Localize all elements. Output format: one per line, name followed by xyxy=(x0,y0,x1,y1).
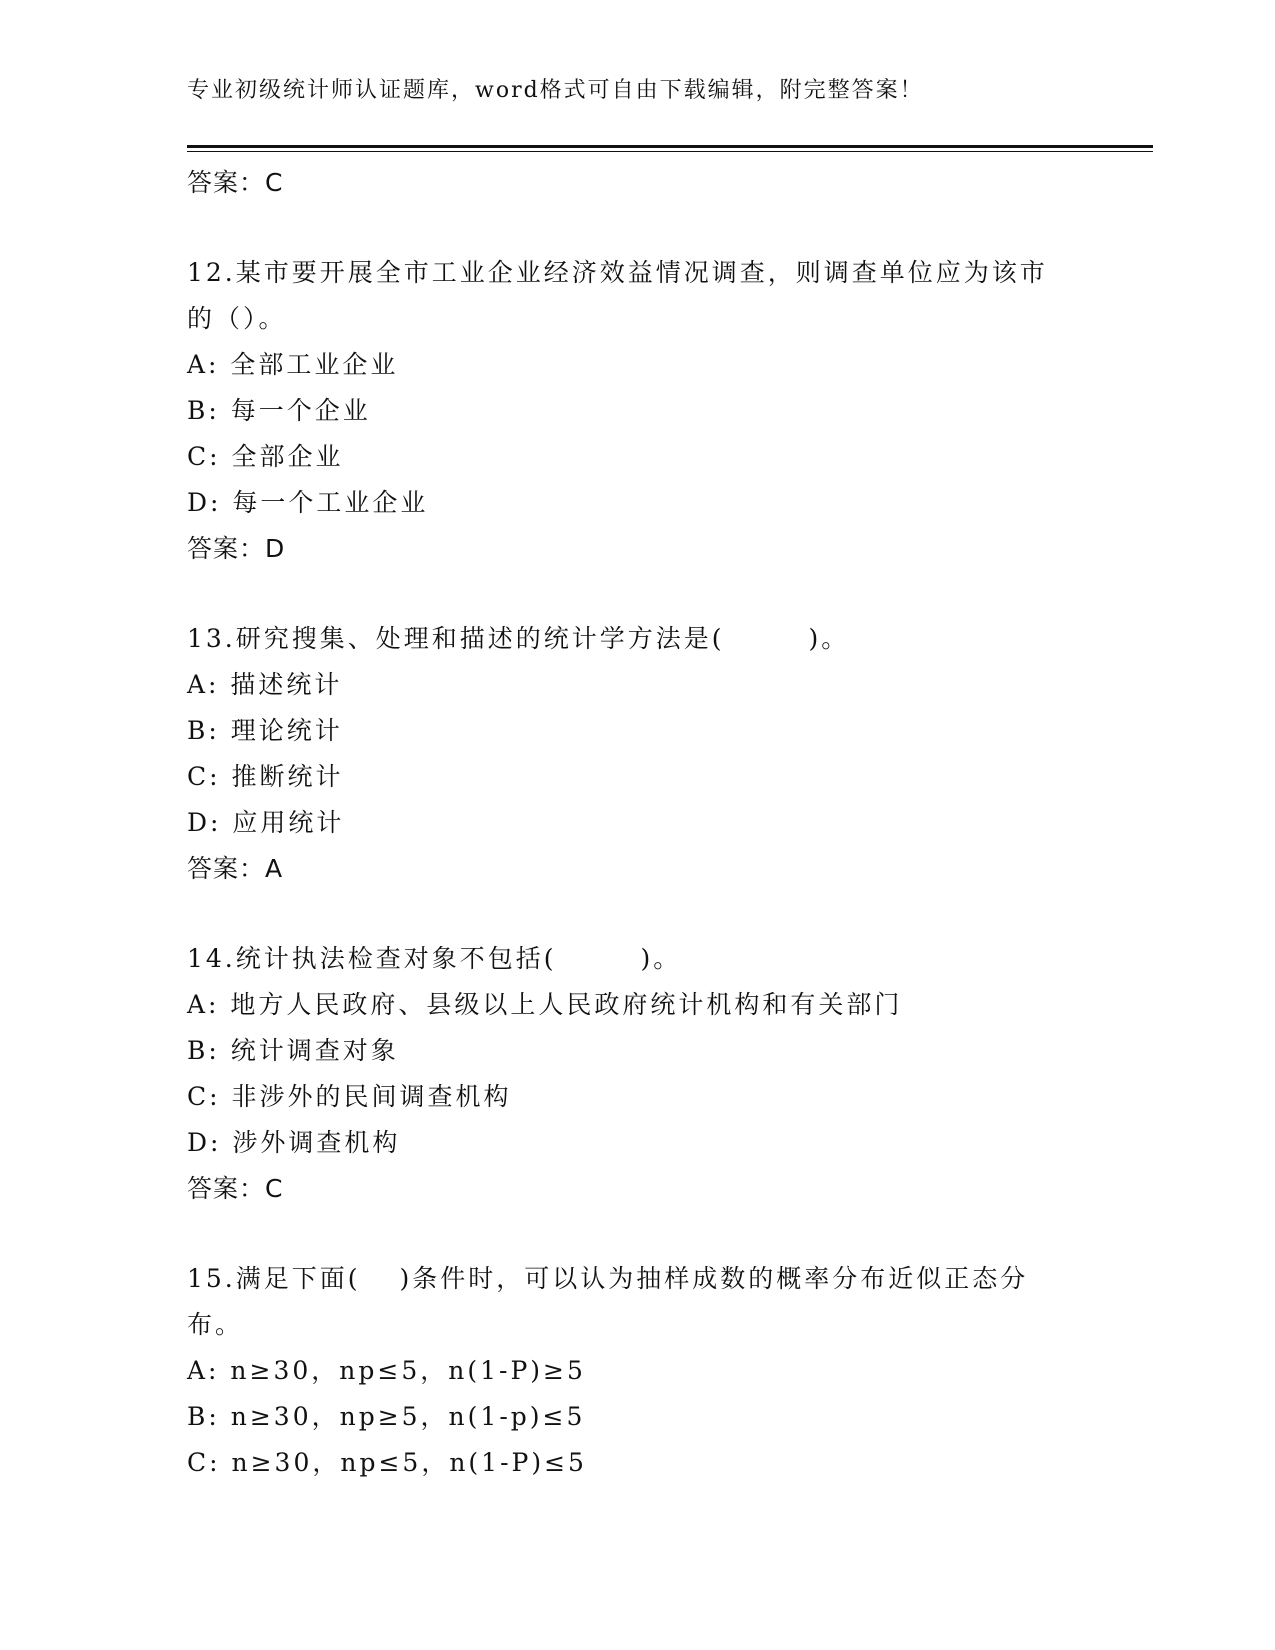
question-stem: 13.研究搜集、处理和描述的统计学方法是( )。 xyxy=(187,624,850,653)
answer: 答案：C xyxy=(187,1174,284,1203)
option-a: A: 描述统计 xyxy=(187,670,343,699)
option-c: C: n≥30，np≤5，n(1-P)≤5 xyxy=(187,1448,587,1477)
question-stem: 12.某市要开展全市工业企业经济效益情况调查，则调查单位应为该市 xyxy=(187,258,1048,287)
option-c: C: 非涉外的民间调查机构 xyxy=(187,1082,512,1111)
question-stem: 15.满足下面( )条件时，可以认为抽样成数的概率分布近似正态分 xyxy=(187,1264,1029,1293)
previous-answer: 答案：C xyxy=(187,168,284,197)
option-d: D: 每一个工业企业 xyxy=(187,488,429,517)
option-b: B: 统计调查对象 xyxy=(187,1036,399,1065)
option-a: A: 全部工业企业 xyxy=(187,350,399,379)
page-header: 专业初级统计师认证题库，word格式可自由下载编辑，附完整答案！ xyxy=(187,78,924,103)
question-stem-continued: 的（）。 xyxy=(187,304,287,333)
option-c: C: 全部企业 xyxy=(187,442,344,471)
question-13 xyxy=(187,616,1087,892)
option-c: C: 推断统计 xyxy=(187,762,344,791)
option-a: A: 地方人民政府、县级以上人民政府统计机构和有关部门 xyxy=(187,990,903,1019)
question-stem: 14.统计执法检查对象不包括( )。 xyxy=(187,944,682,973)
option-d: D: 应用统计 xyxy=(187,808,345,837)
question-12 xyxy=(187,250,1087,572)
option-a: A: n≥30，np≤5，n(1-P)≥5 xyxy=(187,1356,586,1385)
option-d: D: 涉外调查机构 xyxy=(187,1128,401,1157)
option-b: B: 理论统计 xyxy=(187,716,343,745)
header-rule-thick xyxy=(187,145,1153,148)
question-14 xyxy=(187,936,1087,1212)
answer: 答案：D xyxy=(187,534,286,563)
option-b: B: 每一个企业 xyxy=(187,396,371,425)
answer: 答案：A xyxy=(187,854,284,883)
question-stem-continued: 布。 xyxy=(187,1310,244,1339)
document-body xyxy=(187,160,1087,1486)
header-rule-thin xyxy=(187,151,1153,152)
option-b: B: n≥30，np≥5，n(1-p)≤5 xyxy=(187,1402,586,1431)
question-15 xyxy=(187,1256,1087,1486)
